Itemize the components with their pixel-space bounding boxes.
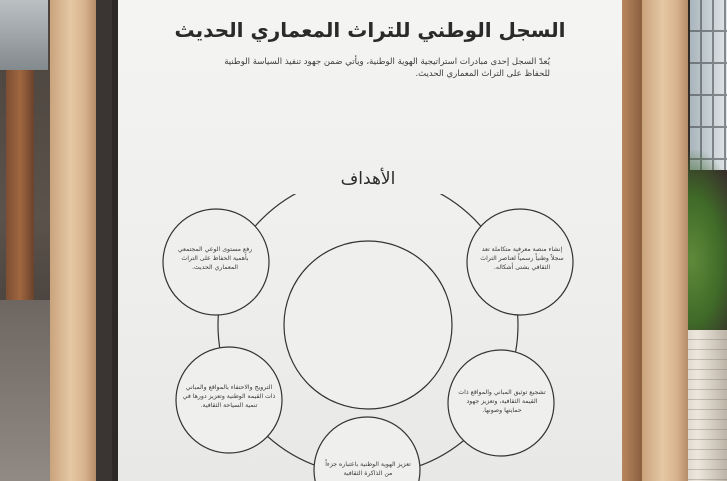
background-window: [0, 0, 48, 70]
goals-title: الأهداف: [340, 169, 396, 189]
goal-text-5: تعزيز الهوية الوطنية باعتباره جزءاً من الذاكرة الثقافية: [325, 461, 411, 477]
goals-center-circle: [284, 241, 452, 409]
goal-text-4: تشجيع توثيق المباني والمواقع ذات القيمة الثقافية، وتعزيز جهود حمايتها وصونها.: [458, 389, 546, 414]
wooden-frame-right: [642, 0, 688, 481]
goal-text-2: إنشاء منصة معرفية متكاملة تعد سجلاً وطنياً رسمياً لعناصر التراث الثقافي بشتى أشكاله.: [480, 246, 564, 271]
window-frame: [690, 0, 727, 170]
wooden-frame-left: [50, 0, 96, 481]
goal-text-1: رفع مستوى الوعي المجتمعي بأهمية الحفاظ على التراث المعماري الحديث.: [177, 246, 253, 271]
panel-title: السجل الوطني للتراث المعماري الحديث: [174, 18, 566, 42]
panel-edge-right: [622, 0, 642, 481]
goal-text-3: الترويج والاحتفاء بالمواقع والمباني ذات القيمة الوطنية وتعزيز دورها في تنمية السياحة الثقافية.: [182, 384, 276, 409]
background-wooden-column: [6, 70, 34, 330]
panel-intro: يُعدّ السجل إحدى مبادرات استراتيجية الهوية الوطنية، ويأتي ضمن جهود تنفيذ السياسة الوطنية للحفاظ على التراث المعماري الحديث.: [224, 57, 550, 79]
